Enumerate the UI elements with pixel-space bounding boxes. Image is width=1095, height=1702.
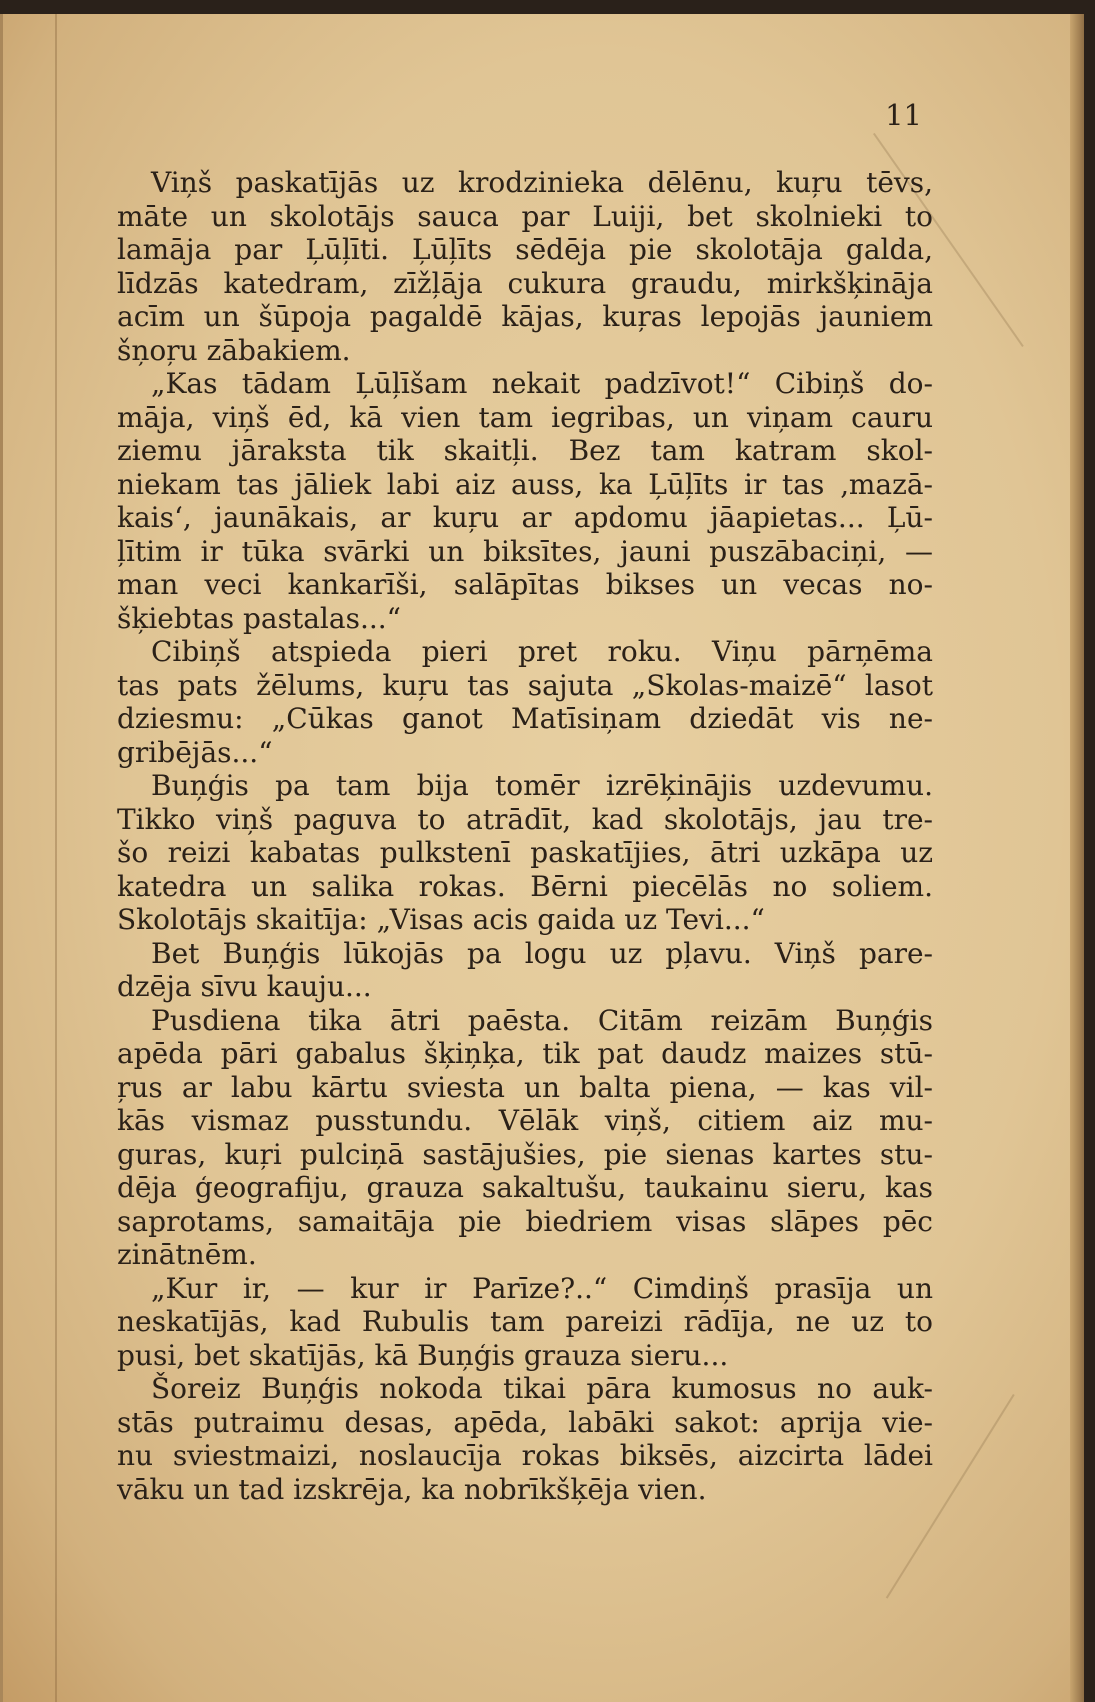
text-line: niekam tas jāliek labi aiz auss, ka Ļūļīts ir tas ‚mazā- [117,467,933,501]
page-number: 11 [885,98,922,132]
text-line: kās vismaz pusstundu. Vēlāk viņš, citiem aiz mu- [117,1104,933,1137]
text-line: Bet Buņģis lūkojās pa logu uz pļavu. Viņš pare- [151,936,933,970]
text-line: nu sviestmaizi, noslaucīja rokas biksēs, aizcirta lādei [117,1439,933,1472]
text-line: šo reizi kabatas pulkstenī paskatījies, ātri uzkāpa uz [117,836,933,869]
text-line: Tikko viņš paguva to atrādīt, kad skolotājs, jau tre- [117,802,933,836]
text-line: guras, kuŗi pulciņā sastājušies, pie sienas kartes stu- [117,1137,933,1171]
text-line: katedra un salika rokas. Bērni piecēlās no soliem. [117,869,933,903]
text-line: māja, viņš ēd, kā vien tam iegribas, un viņam cauru [117,400,933,434]
text-line: dēja ģeografiju, grauza sakaltušu, taukainu sieru, kas [117,1171,933,1204]
text-line: Skolotājs skaitīja: „Visas acis gaida uz Tevi...“ [117,903,765,936]
text-line: šķiebtas pastalas...“ [117,601,401,635]
text-line: Šoreiz Buņģis nokoda tikai pāra kumosus no auk- [151,1372,933,1405]
text-line: pusi, bet skatījās, kā Buņģis grauza sieru... [117,1338,729,1372]
text-line: kais‘, jaunākais, ar kuŗu ar apdomu jāapietas... Ļū- [117,501,933,534]
text-line: man veci kankarīši, salāpītas bikses un vecas no- [117,568,933,601]
text-line: zinātnēm. [117,1238,257,1271]
text-line: Cibiņš atspieda pieri pret roku. Viņu pārņēma [151,635,933,668]
text-line: „Kas tādam Ļūļīšam nekait padzīvot!“ Cibiņš do- [151,367,933,400]
text-line: māte un skolotājs sauca par Luiji, bet skolnieki to [117,199,933,233]
text-line: Viņš paskatījās uz krodzinieka dēlēnu, kuŗu tēvs, [151,166,933,199]
text-line: ŗus ar labu kārtu sviesta un balta piena, — kas vil- [117,1070,933,1104]
page-edge [1070,14,1084,1702]
text-line: ļītim ir tūka svārki un biksītes, jauni puszābaciņi, — [117,534,933,568]
text-line: stās putraimu desas, apēda, labāki sakot: aprija vie- [117,1405,933,1439]
text-line: apēda pāri gabalus šķiņķa, tik pat daudz maizes stū- [117,1037,933,1070]
body-text [117,166,933,1506]
text-line: ziemu jāraksta tik skaitļi. Bez tam katram skol- [117,434,933,467]
text-line: lamāja par Ļūļīti. Ļūļīts sēdēja pie skolotāja galda, [117,233,933,266]
text-line: Pusdiena tika ātri paēsta. Citām reizām Buņģis [151,1003,933,1037]
text-line: neskatījās, kad Rubulis tam pareizi rādīja, ne uz to [117,1305,933,1338]
text-line: vāku un tad izskrēja, ka nobrīkšķēja vien. [117,1472,707,1506]
text-line: dziesmu: „Cūkas ganot Matīsiņam dziedāt vis ne- [117,702,933,735]
text-line: saprotams, samaitāja pie biedriem visas slāpes pēc [117,1204,933,1238]
text-line: šņoŗu zābakiem. [117,333,351,367]
text-line: dzēja sīvu kauju... [117,970,372,1003]
text-line: tas pats žēlums, kuŗu tas sajuta „Skolas-maizē“ lasot [117,668,933,702]
text-line: „Kur ir, — kur ir Parīze?..“ Cimdiņš prasīja un [151,1271,933,1305]
text-line: gribējās...“ [117,735,273,769]
text-line: acīm un šūpoja pagaldē kājas, kuŗas lepojās jauniem [117,300,933,333]
text-line: Buņģis pa tam bija tomēr izrēķinājis uzdevumu. [151,769,933,802]
binding-fold [55,14,57,1702]
book-page [0,14,1084,1702]
text-line: līdzās katedram, zīžļāja cukura graudu, mirkšķināja [117,266,933,300]
